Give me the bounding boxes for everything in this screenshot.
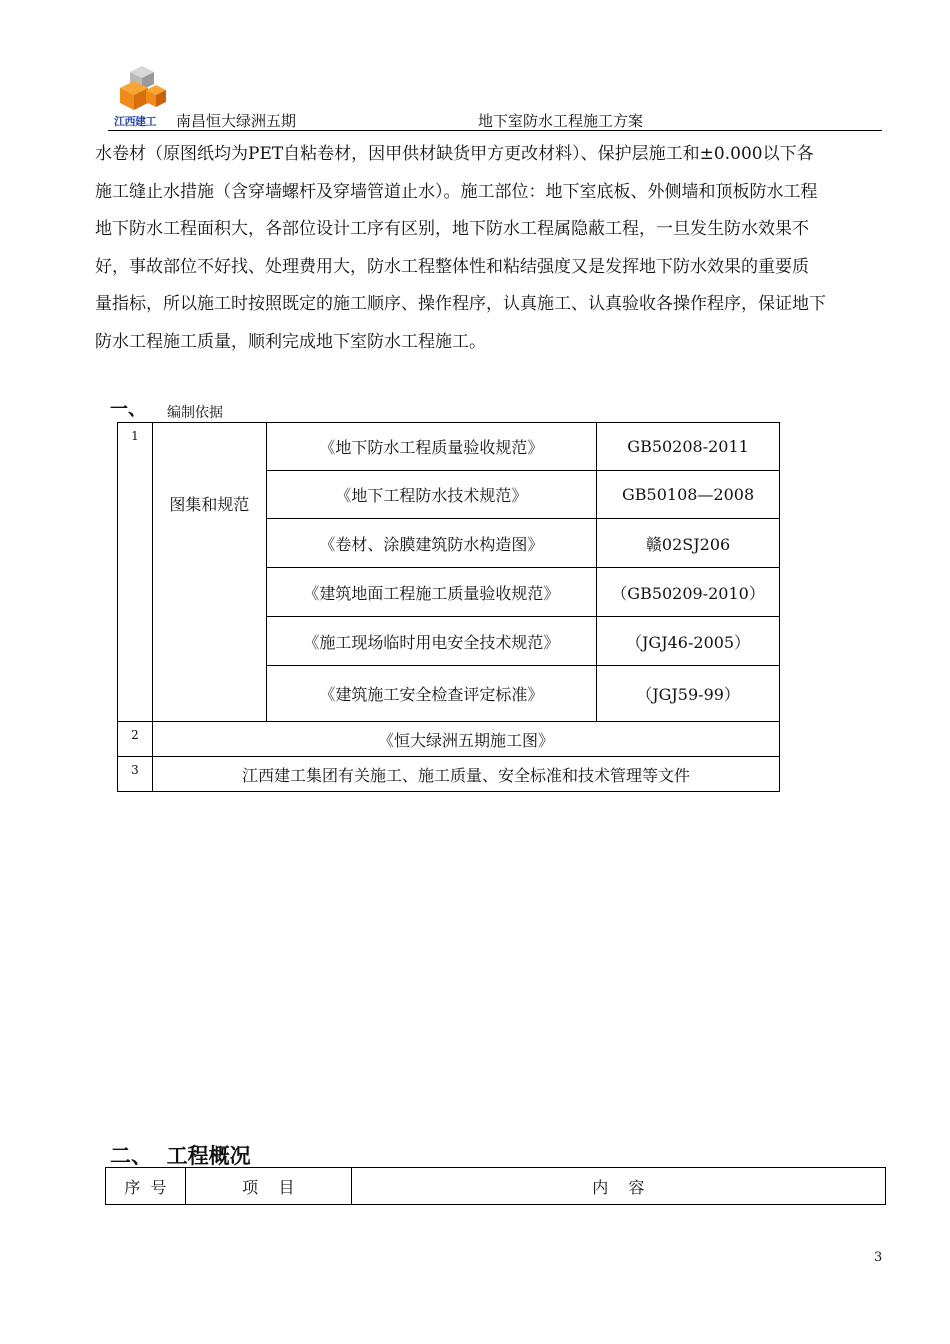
row-number: 3 xyxy=(118,757,153,792)
standard-name: 《卷材、涂膜建筑防水构造图》 xyxy=(266,519,596,568)
section2-title: 工程概况 xyxy=(166,1144,251,1168)
column-header-no: 序 号 xyxy=(106,1168,186,1205)
standard-code: （GB50209-2010） xyxy=(597,568,780,617)
logo-cubes-icon xyxy=(108,66,174,116)
page-number: 3 xyxy=(874,1250,883,1265)
standard-name: 《建筑施工安全检查评定标准》 xyxy=(266,666,596,722)
standard-code: （JGJ59-99） xyxy=(597,666,780,722)
row-number: 1 xyxy=(118,423,153,722)
row-number: 2 xyxy=(118,722,153,757)
category-cell xyxy=(152,423,266,722)
intro-line: 地下防水工程面积大，各部位设计工序有区别，地下防水工程属隐蔽工程，一旦发生防水效果不 xyxy=(95,219,809,239)
table-row xyxy=(118,757,780,792)
section2-heading xyxy=(110,1140,251,1170)
logo-text: 江西建工 xyxy=(114,115,156,128)
standard-name: 《地下防水工程质量验收规范》 xyxy=(266,423,596,471)
company-documents: 江西建工集团有关施工、施工质量、安全标准和技术管理等文件 xyxy=(152,757,779,792)
table-row xyxy=(118,423,780,471)
standard-code: GB50208-2011 xyxy=(597,423,780,471)
standard-code: 赣02SJ206 xyxy=(597,519,780,568)
intro-line: 好，事故部位不好找、处理费用大，防水工程整体性和粘结强度又是发挥地下防水效果的重要质 xyxy=(95,256,809,277)
section1-number: 一、 xyxy=(110,399,146,420)
page-header xyxy=(108,66,882,131)
intro-paragraph xyxy=(95,136,885,361)
standard-code: （JGJ46-2005） xyxy=(597,617,780,666)
column-header-content: 内 容 xyxy=(351,1168,885,1205)
section2-number: 二、 xyxy=(110,1144,152,1168)
category-label: 图集和规范 xyxy=(169,495,250,514)
standard-code: GB50108—2008 xyxy=(597,471,780,519)
intro-line: 施工缝止水措施（含穿墙螺杆及穿墙管道止水）。施工部位：地下室底板、外侧墙和顶板防水工程 xyxy=(95,181,818,202)
intro-line: 量指标，所以施工时按照既定的施工顺序、操作程序，认真施工、认真验收各操作程序，保证地下 xyxy=(95,294,826,314)
company-logo xyxy=(108,66,174,128)
drawing-reference: 《恒大绿洲五期施工图》 xyxy=(152,722,779,757)
standard-name: 《地下工程防水技术规范》 xyxy=(266,471,596,519)
table-row xyxy=(118,722,780,757)
basis-table xyxy=(117,422,780,792)
intro-line: 水卷材（原图纸均为PET自粘卷材，因甲供材缺货甲方更改材料）、保护层施工和±0.000以下各 xyxy=(95,144,814,164)
document-title: 地下室防水工程施工方案 xyxy=(478,112,644,130)
intro-line: 防水工程施工质量，顺利完成地下室防水工程施工。 xyxy=(95,331,486,352)
column-header-item: 项 目 xyxy=(185,1168,351,1205)
table-header-row xyxy=(106,1168,886,1205)
standard-name: 《施工现场临时用电安全技术规范》 xyxy=(266,617,596,666)
overview-table xyxy=(105,1167,886,1205)
section1-title: 编制依据 xyxy=(167,405,223,421)
project-name: 南昌恒大绿洲五期 xyxy=(176,112,297,130)
standard-name: 《建筑地面工程施工质量验收规范》 xyxy=(266,568,596,617)
